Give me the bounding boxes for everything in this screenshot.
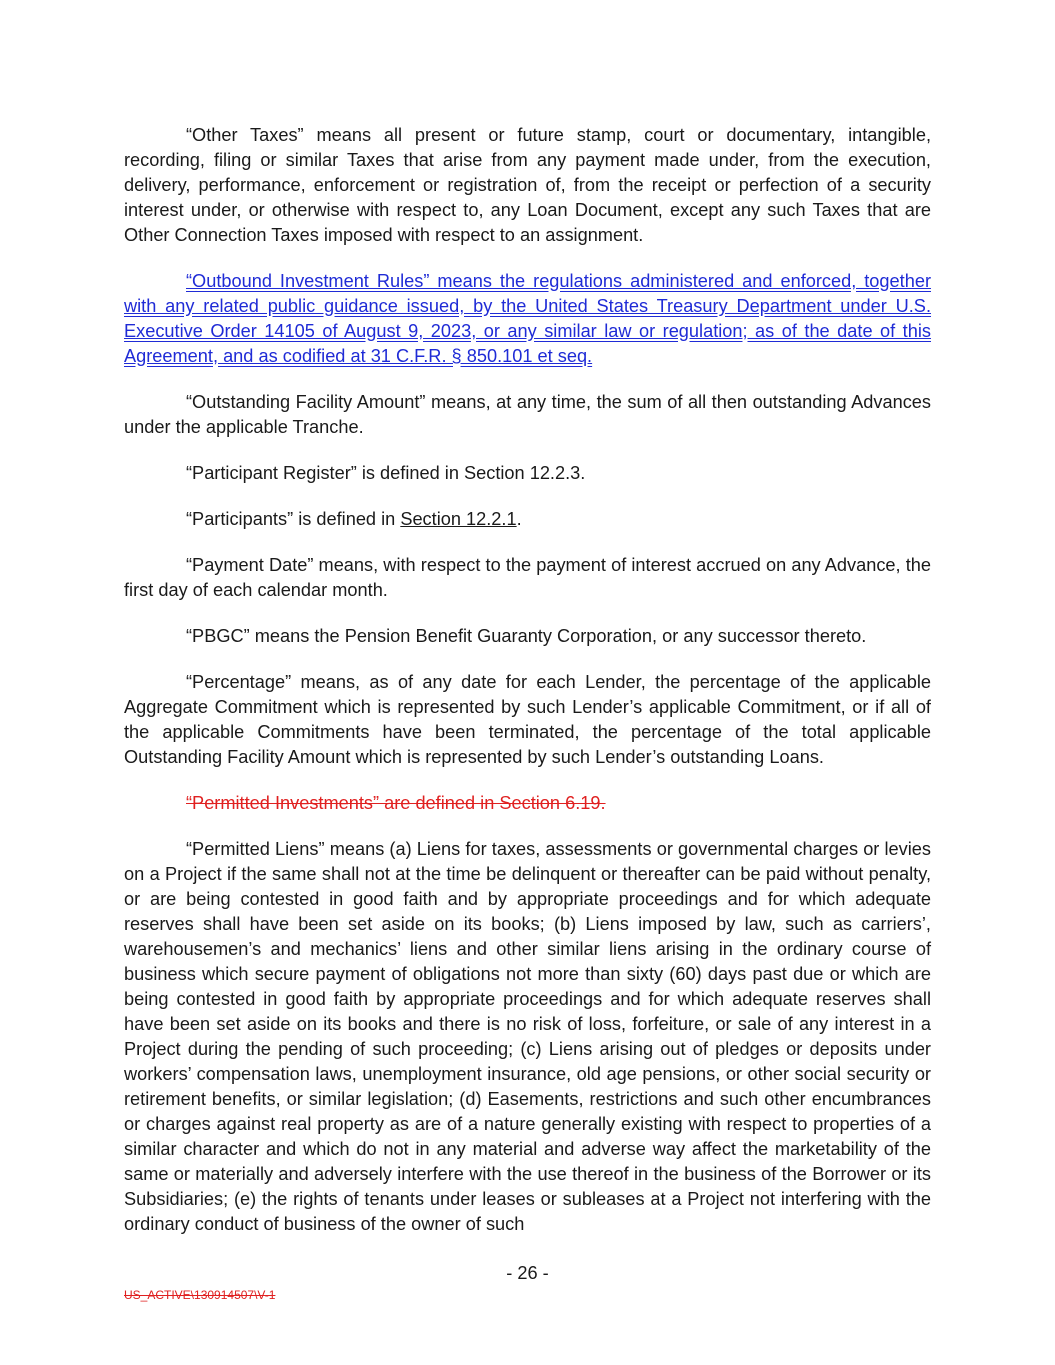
participants-period: .	[516, 509, 522, 529]
definition-payment-date: “Payment Date” means, with respect to the payment of interest accrued on any Advance, the first day of each calendar month.	[124, 555, 931, 600]
page-number: - 26 -	[506, 1263, 549, 1283]
definition-participant-register: “Participant Register” is defined in Section 12.2.3.	[186, 463, 586, 483]
definition-outbound-investment-rules-inserted: “Outbound Investment Rules” means the regulations administered and enforced, together with any related public guidance issued, by the United States Treasury Department under U.S. Executive Order 14105 of August 9, 2023, or any similar law or regulation; as of the date of this Agreement, and as codified at 31 C.F.R. § 850.101 et seq.	[124, 271, 931, 366]
participants-section-reference: Section 12.2.1	[400, 509, 517, 529]
definition-permitted-investments-deleted: “Permitted Investments” are defined in Section 6.19.	[186, 793, 606, 813]
definition-permitted-liens: “Permitted Liens” means (a) Liens for taxes, assessments or governmental charges or levies on a Project if the same shall not at the time be delinquent or thereafter can be paid without penalty, or are being contested in good faith and by appropriate proceedings and for which adequate reserves shall have been set aside on its books; (b) Liens imposed by law, such as carriers’, warehousemen’s and mechanics’ liens and other similar liens arising in the ordinary course of business which secure payment of obligations not more than sixty (60) days past due or which are being contested in good faith by appropriate proceedings and for which adequate reserves shall have been set aside on its books and there is no risk of loss, forfeiture, or sale of any interest in a Project during the pending of such proceeding; (c) Liens arising out of pledges or deposits under workers’ compensation laws, unemployment insurance, old age pensions, or other social security or retirement benefits, or similar legislation; (d) Easements, restrictions and such other encumbrances or charges against real property as are of a nature generally existing with respect to properties of a similar character and which do not in any material and adverse way affect the marketability of the same or materially and adversely interfere with the use thereof in the business of the Borrower or its Subsidiaries; (e) the rights of tenants under leases or subleases at a Project not interfering with the ordinary conduct of business of the owner of such	[124, 839, 931, 1234]
definition-other-taxes: “Other Taxes” means all present or future stamp, court or documentary, intangible, recording, filing or similar Taxes that arise from any payment made under, from the execution, delivery, performance, enforcement or registration of, from the receipt or perfection of a security interest under, or otherwise with respect to, any Loan Document, except any such Taxes that are Other Connection Taxes imposed with respect to an assignment.	[124, 125, 931, 245]
definition-participants	[124, 507, 931, 532]
document-body	[124, 123, 931, 1237]
participants-text: “Participants” is defined in	[186, 509, 401, 529]
document-id-deleted: US_ACTIVE\130914507\V-1	[124, 1288, 276, 1302]
definition-percentage: “Percentage” means, as of any date for each Lender, the percentage of the applicable Aggregate Commitment which is represented by such Lender’s applicable Commitment, or if all of the applicable Commitments have been terminated, the percentage of the total applicable Outstanding Facility Amount which is represented by such Lender’s outstanding Loans.	[124, 672, 931, 767]
definition-outstanding-facility-amount: “Outstanding Facility Amount” means, at any time, the sum of all then outstanding Advances under the applicable Tranche.	[124, 392, 931, 437]
definition-pbgc: “PBGC” means the Pension Benefit Guaranty Corporation, or any successor thereto.	[186, 626, 867, 646]
